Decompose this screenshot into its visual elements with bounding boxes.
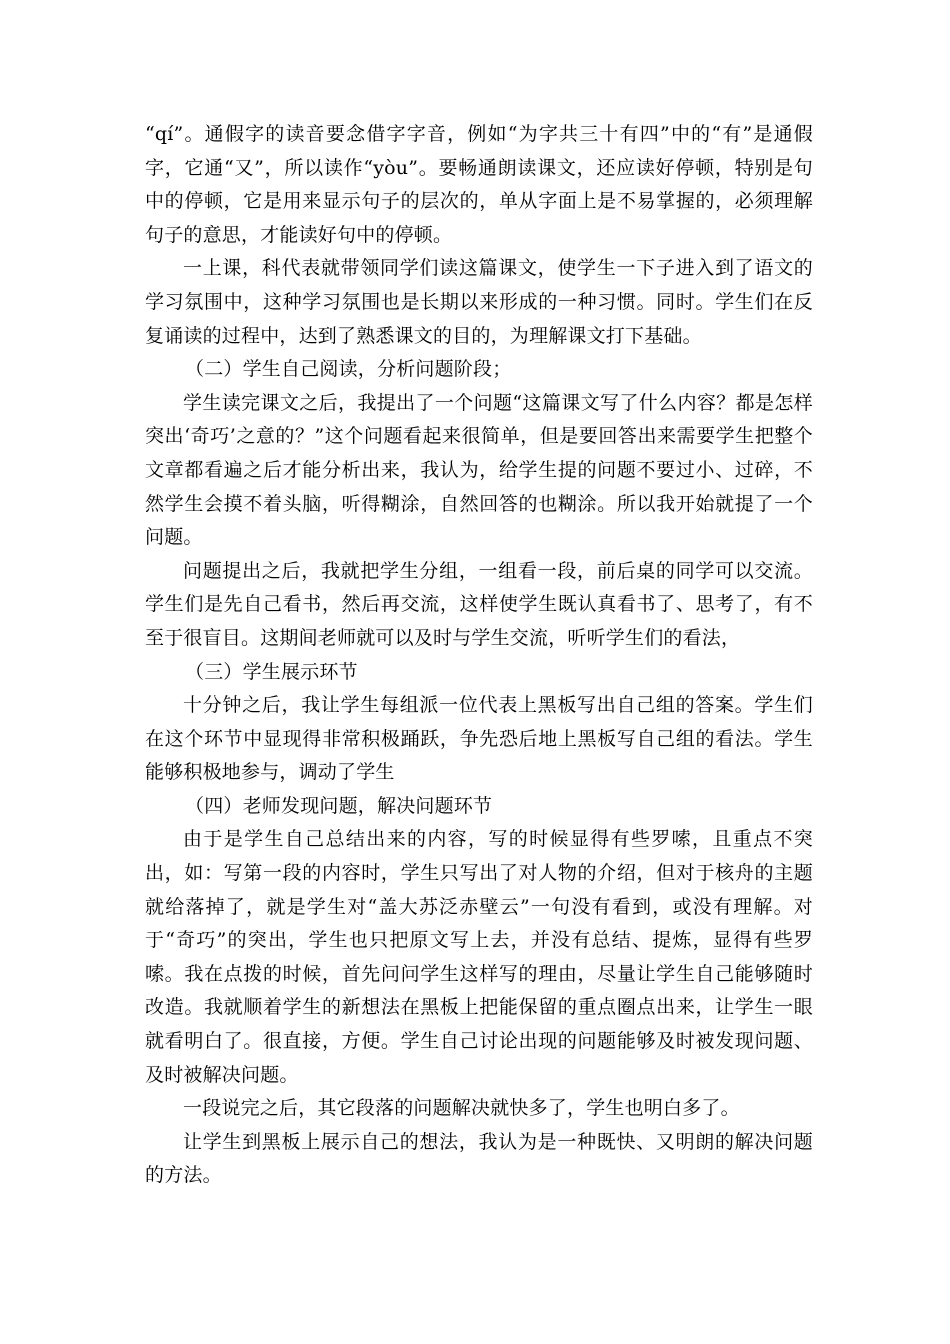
section-heading-3: （三）学生展示环节 [185,660,358,683]
document-page [145,118,813,1193]
paragraph-conclusion: 让学生到黑板上展示自己的想法，我认为是一种既快、又明朗的解决问题的方法。 [145,1130,813,1187]
section-heading-4: （四）老师发现问题，解决问题环节 [185,794,493,817]
paragraph-class-start: 一上课，科代表就带领同学们读这篇课文，使学生一下子进入到了语文的学习氛围中，这种学习氛围也是长期以来形成的一种习惯。同时。学生们在反复诵读的过程中，达到了熟悉课文的目的，为理解课文打下基础。 [145,257,813,347]
paragraph-question: 学生读完课文之后，我提出了一个问题“这篇课文写了什么内容？都是怎样突出‘奇巧’之意的？”这个问题看起来很简单，但是要回答出来需要学生把整个文章都看遍之后才能分析出来，我认为，给学生提的问题不要过小、过碎，不然学生会摸不着头脑，听得糊涂，自然回答的也糊涂。所以我开始就提了一个问题。 [145,391,813,549]
paragraph-problems: 由于是学生自己总结出来的内容，写的时候显得有些罗嗦，且重点不突出，如：写第一段的内容时，学生只写出了对人物的介绍，但对于核舟的主题就给落掉了，就是学生对“盖大苏泛赤壁云”一句没有看到，或没有理解。对于“奇巧”的突出，学生也只把原文写上去，并没有总结、提炼，显得有些罗嗦。我在点拨的时候，首先问问学生这样写的理由，尽量让学生自己能够随时改造。我就顺着学生的新想法在黑板上把能保留的重点圈点出来，让学生一眼就看明白了。很直接，方便。学生自己讨论出现的问题能够及时被发现问题、及时被解决问题。 [145,828,813,1086]
paragraph-blackboard: 十分钟之后，我让学生每组派一位代表上黑板写出自己组的答案。学生们在这个环节中显现得非常积极踊跃，争先恐后地上黑板写自己组的看法。学生能够积极地参与，调动了学生 [145,694,813,784]
section-heading-2: （二）学生自己阅读，分析问题阶段； [185,358,512,381]
paragraph-grouping: 问题提出之后，我就把学生分组，一组看一段，前后桌的同学可以交流。学生们是先自己看书，然后再交流，这样使学生既认真看书了、思考了，有不至于很盲目。这期间老师就可以及时与学生交流，听听学生们的看法， [145,559,813,649]
paragraph-tongjiazi-reading: “qí”。通假字的读音要念借字字音，例如“为字共三十有四”中的“有”是通假字，它通“又”，所以读作“yòu”。要畅通朗读课文，还应读好停顿，特别是句中的停顿，它是用来显示句子的层次的，单从字面上是不易掌握的，必须理解句子的意思，才能读好句中的停顿。 [145,123,813,246]
paragraph-faster: 一段说完之后，其它段落的问题解决就快多了，学生也明白多了。 [183,1097,740,1120]
